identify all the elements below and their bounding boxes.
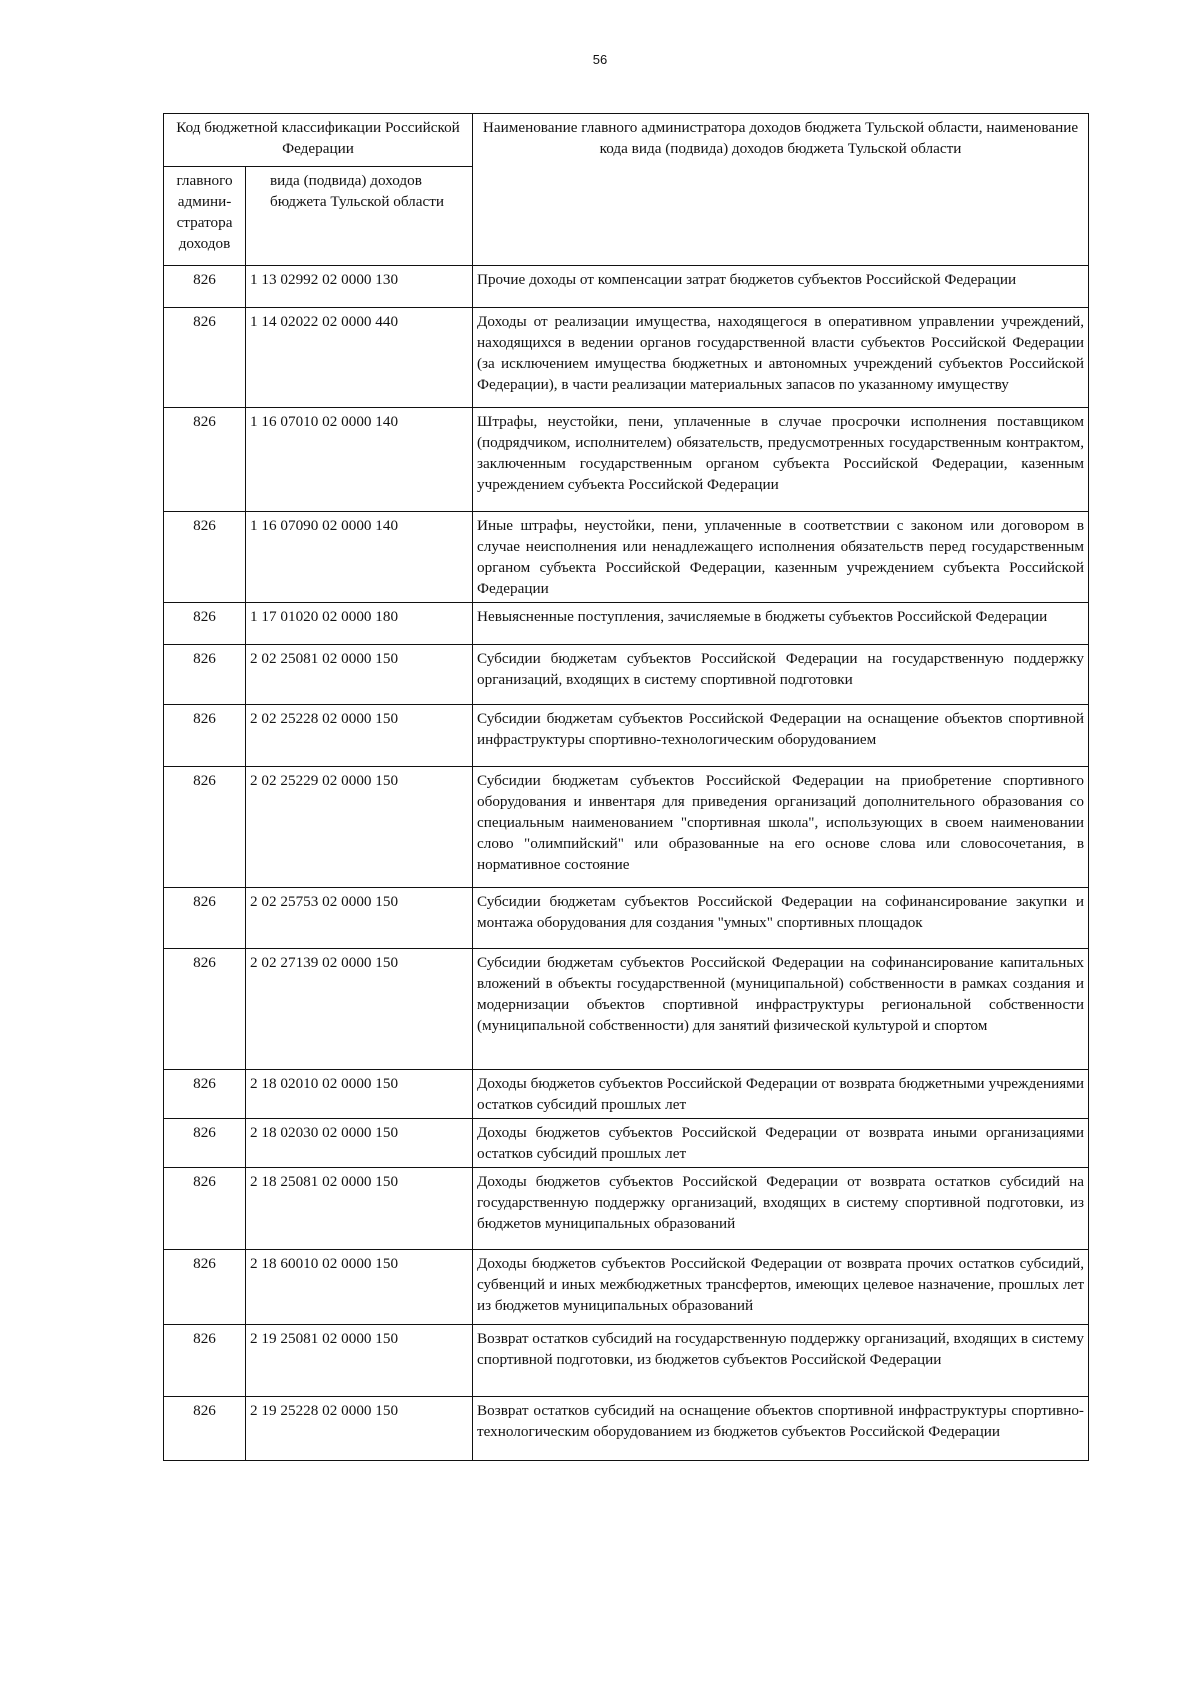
admin-code-cell: 826 [164,705,246,767]
header-code-group: Код бюджетной классификации Российской Федерации [164,114,473,167]
income-code-cell: 2 19 25228 02 0000 150 [246,1397,473,1461]
income-name-cell: Субсидии бюджетам субъектов Российской Федерации на оснащение объектов спортивной инфраструктуры спортивно-технологическим оборудованием [473,705,1089,767]
income-name-cell: Прочие доходы от компенсации затрат бюджетов субъектов Российской Федерации [473,266,1089,308]
admin-code-cell: 826 [164,767,246,888]
header-admin-column: главного админи-стратора доходов [164,167,246,266]
income-code-cell: 2 18 02010 02 0000 150 [246,1070,473,1119]
admin-code-cell: 826 [164,1070,246,1119]
income-code-cell: 2 02 27139 02 0000 150 [246,949,473,1070]
table-row [164,767,1089,888]
income-name-cell: Доходы от реализации имущества, находящегося в оперативном управлении учреждений, находящихся в ведении органов государственной власти субъектов Российской Федерации (за исключением имущества бюджетных и автономных учреждений субъектов Российской Федерации), в части реализации материальных запасов по указанному имуществу [473,308,1089,408]
income-name-cell: Штрафы, неустойки, пени, уплаченные в случае просрочки исполнения поставщиком (подрядчиком, исполнителем) обязательств, предусмотренных государственным контрактом, заключенным государственным органом субъекта Российской Федерации, казенным учреждением субъекта Российской Федерации [473,408,1089,512]
admin-code-cell: 826 [164,888,246,949]
table-row [164,949,1089,1070]
admin-code-cell: 826 [164,1397,246,1461]
admin-code-cell: 826 [164,1250,246,1325]
table-row [164,1397,1089,1461]
table-row [164,266,1089,308]
table-row [164,1250,1089,1325]
income-name-cell: Возврат остатков субсидий на оснащение объектов спортивной инфраструктуры спортивно-технологическим оборудованием из бюджетов субъектов Российской Федерации [473,1397,1089,1461]
admin-code-cell: 826 [164,645,246,705]
admin-code-cell: 826 [164,308,246,408]
header-name-column: Наименование главного администратора доходов бюджета Тульской области, наименование кода вида (подвида) доходов бюджета Тульской области [473,114,1089,266]
admin-code-cell: 826 [164,266,246,308]
income-code-cell: 2 02 25753 02 0000 150 [246,888,473,949]
income-code-cell: 1 14 02022 02 0000 440 [246,308,473,408]
income-name-cell: Иные штрафы, неустойки, пени, уплаченные в соответствии с законом или договором в случае неисполнения или ненадлежащего исполнения обязательств перед государственным органом субъекта Российской Федерации, казенным учреждением субъекта Российской Федерации [473,512,1089,603]
admin-code-cell: 826 [164,1325,246,1397]
income-code-cell: 1 16 07090 02 0000 140 [246,512,473,603]
income-name-cell: Субсидии бюджетам субъектов Российской Федерации на софинансирование капитальных вложений в объекты государственной (муниципальной) собственности в рамках создания и модернизации объектов спортивной инфраструктуры региональной собственности (муниципальной собственности) для занятий физической культурой и спортом [473,949,1089,1070]
admin-code-cell: 826 [164,949,246,1070]
table-row [164,308,1089,408]
table-row [164,705,1089,767]
table-body [164,114,1089,1461]
table-row [164,408,1089,512]
table-row [164,1168,1089,1250]
income-code-cell: 1 16 07010 02 0000 140 [246,408,473,512]
admin-code-cell: 826 [164,408,246,512]
admin-code-cell: 826 [164,512,246,603]
table-row [164,888,1089,949]
income-name-cell: Невыясненные поступления, зачисляемые в бюджеты субъектов Российской Федерации [473,603,1089,645]
income-code-cell: 2 02 25228 02 0000 150 [246,705,473,767]
income-name-cell: Доходы бюджетов субъектов Российской Федерации от возврата прочих остатков субсидий, субвенций и иных межбюджетных трансфертов, имеющих целевое назначение, прошлых лет из бюджетов муниципальных образований [473,1250,1089,1325]
income-name-cell: Возврат остатков субсидий на государственную поддержку организаций, входящих в систему спортивной подготовки, из бюджетов субъектов Российской Федерации [473,1325,1089,1397]
income-code-cell: 2 18 25081 02 0000 150 [246,1168,473,1250]
header-row-group [164,114,1089,167]
table-row [164,645,1089,705]
header-code-column: вида (подвида) доходов бюджета Тульской области [246,167,473,266]
income-name-cell: Субсидии бюджетам субъектов Российской Федерации на государственную поддержку организаций, входящих в систему спортивной подготовки [473,645,1089,705]
admin-code-cell: 826 [164,1168,246,1250]
budget-classification-table [163,113,1089,1461]
income-name-cell: Субсидии бюджетам субъектов Российской Федерации на приобретение спортивного оборудования и инвентаря для приведения организаций дополнительного образования со специальным наименованием "спортивная школа", использующих в своем наименовании слово "олимпийский" или образованные на его основе слова или словосочетания, в нормативное состояние [473,767,1089,888]
income-code-cell: 1 17 01020 02 0000 180 [246,603,473,645]
table-row [164,1325,1089,1397]
income-code-cell: 2 02 25229 02 0000 150 [246,767,473,888]
income-name-cell: Доходы бюджетов субъектов Российской Федерации от возврата иными организациями остатков субсидий прошлых лет [473,1119,1089,1168]
income-code-cell: 1 13 02992 02 0000 130 [246,266,473,308]
table-row [164,1119,1089,1168]
income-name-cell: Доходы бюджетов субъектов Российской Федерации от возврата бюджетными учреждениями остатков субсидий прошлых лет [473,1070,1089,1119]
admin-code-cell: 826 [164,1119,246,1168]
income-code-cell: 2 18 02030 02 0000 150 [246,1119,473,1168]
income-name-cell: Доходы бюджетов субъектов Российской Федерации от возврата остатков субсидий на государственную поддержку организаций, входящих в систему спортивной подготовки, из бюджетов муниципальных образований [473,1168,1089,1250]
income-code-cell: 2 19 25081 02 0000 150 [246,1325,473,1397]
page-number: 56 [592,52,608,67]
table-row [164,603,1089,645]
income-code-cell: 2 02 25081 02 0000 150 [246,645,473,705]
table-row [164,512,1089,603]
admin-code-cell: 826 [164,603,246,645]
table-row [164,1070,1089,1119]
income-name-cell: Субсидии бюджетам субъектов Российской Федерации на софинансирование закупки и монтажа оборудования для создания "умных" спортивных площадок [473,888,1089,949]
income-code-cell: 2 18 60010 02 0000 150 [246,1250,473,1325]
